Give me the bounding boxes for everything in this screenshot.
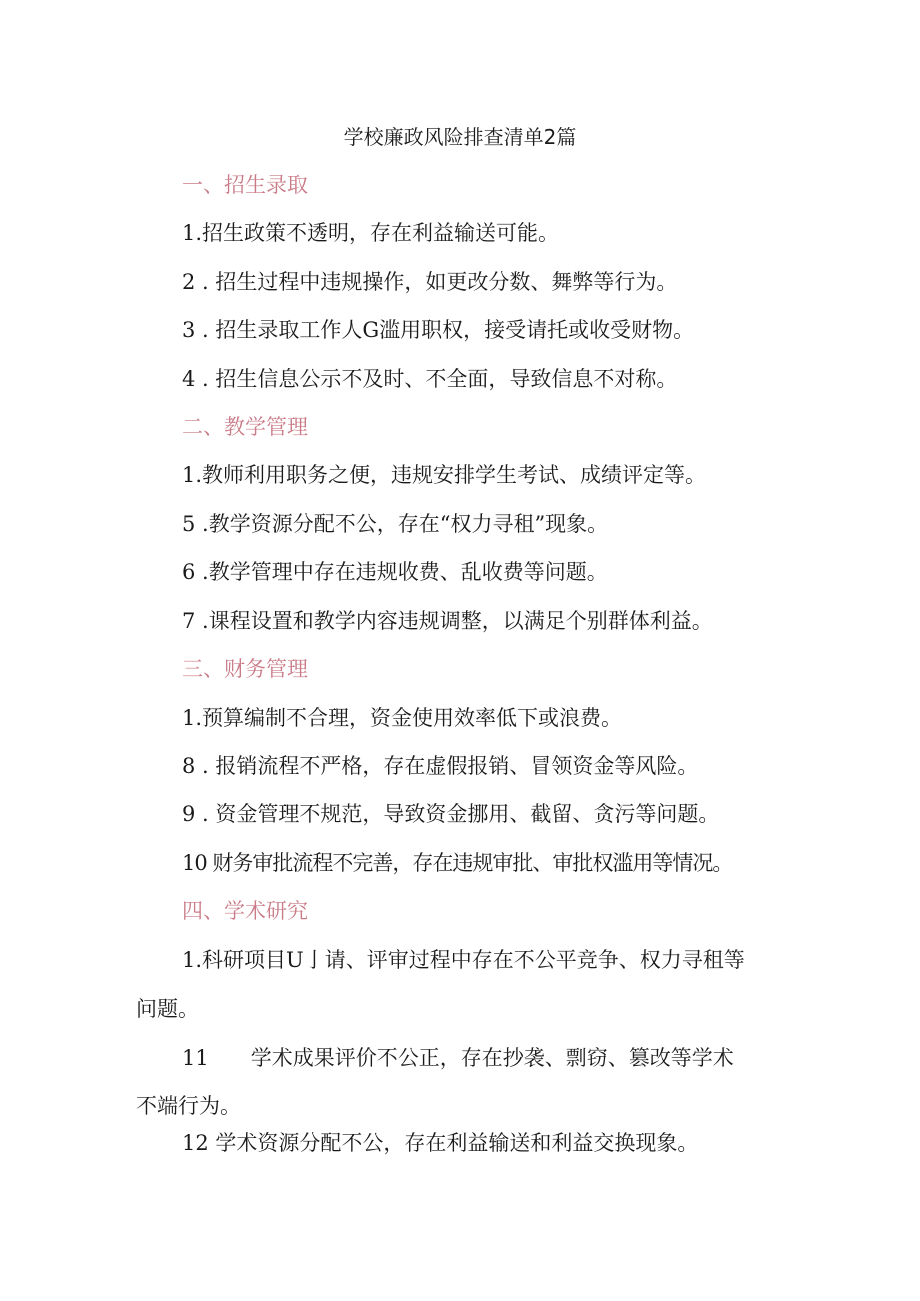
document-title: 学校廉政风险排查清单2篇 bbox=[343, 125, 577, 149]
list-item: 1.招生政策不透明，存在利益输送可能。 bbox=[182, 221, 560, 245]
list-item: 10 财务审批流程不完善，存在违规审批、审批权滥用等情况。 bbox=[182, 851, 733, 875]
list-item: 1.教师利用职务之便，违规安排学生考试、成绩评定等。 bbox=[182, 463, 707, 487]
list-item: 11 学术成果评价不公正，存在抄袭、剽窃、篡改等学术 bbox=[182, 1046, 734, 1070]
section-heading-admissions: 一、招生录取 bbox=[182, 173, 308, 197]
list-item: 1.预算编制不合理，资金使用效率低下或浪费。 bbox=[182, 706, 623, 730]
list-item: 7 .课程设置和教学内容违规调整，以满足个别群体利益。 bbox=[182, 609, 713, 633]
section-heading-research: 四、学术研究 bbox=[182, 899, 308, 923]
list-item: 8 . 报销流程不严格，存在虚假报销、冒领资金等风险。 bbox=[182, 754, 699, 778]
list-item: 1.科研项目U亅请、评审过程中存在不公平竞争、权力寻租等 bbox=[182, 948, 745, 972]
list-item: 12 学术资源分配不公，存在利益输送和利益交换现象。 bbox=[182, 1131, 699, 1155]
section-heading-teaching: 二、教学管理 bbox=[182, 415, 308, 439]
list-item: 2 . 招生过程中违规操作，如更改分数、舞弊等行为。 bbox=[182, 270, 678, 294]
list-item: 4 . 招生信息公示不及时、不全面，导致信息不对称。 bbox=[182, 367, 678, 391]
list-item: 6 .教学管理中存在违规收费、乱收费等问题。 bbox=[182, 560, 608, 584]
list-item: 5 .教学资源分配不公，存在“权力寻租”现象。 bbox=[182, 512, 609, 536]
section-heading-finance: 三、财务管理 bbox=[182, 657, 308, 681]
list-item: 9 . 资金管理不规范，导致资金挪用、截留、贪污等问题。 bbox=[182, 802, 720, 826]
list-item-continuation: 问题。 bbox=[136, 997, 199, 1021]
list-item-continuation: 不端行为。 bbox=[136, 1094, 241, 1118]
list-item: 3 . 招生录取工作人G滥用职权，接受请托或收受财物。 bbox=[182, 318, 695, 342]
